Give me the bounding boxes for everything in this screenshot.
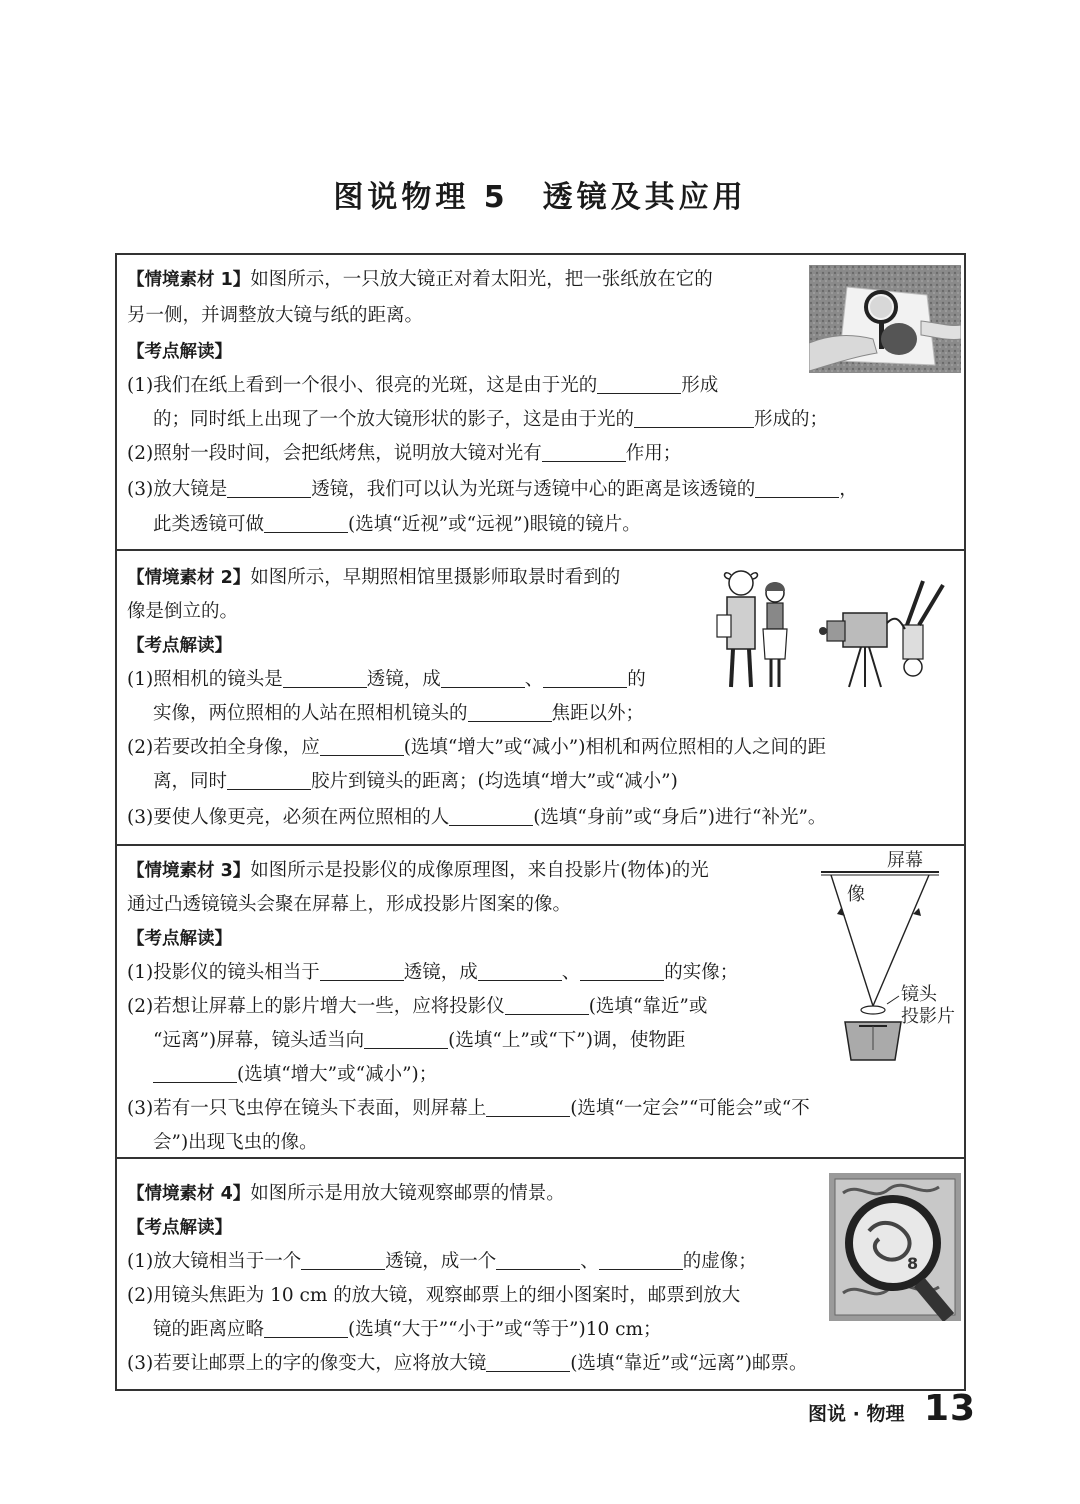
s3-q1-line — [127, 960, 738, 986]
kaodian-heading: 【考点解读】 — [127, 1218, 232, 1238]
s4-intro-line — [127, 1181, 565, 1207]
s3-intro-line-1 — [127, 858, 709, 884]
question-text: 透镜，成 — [403, 962, 478, 983]
lens-label: 镜头 — [901, 984, 937, 1005]
question-text: (选填“上”或“下”)调，使物距 — [448, 1030, 686, 1051]
question-text: (2)若想让屏幕上的影片增大一些，应将投影仪 — [127, 996, 505, 1017]
kaodian-heading: 【考点解读】 — [127, 342, 232, 362]
question-text: (选填“身前”或“身后”)进行“补光”。 — [533, 807, 827, 828]
answer-blank[interactable] — [364, 1029, 448, 1049]
s3-q2-line-3 — [153, 1062, 437, 1088]
answer-blank[interactable] — [449, 806, 533, 826]
question-text: 、 — [524, 669, 544, 690]
s2-q1-line-2 — [153, 701, 644, 727]
s4-q1-line — [127, 1249, 757, 1275]
projector-diagram — [817, 850, 963, 1066]
s1-q2-line — [127, 441, 681, 467]
section-tag: 【情境素材 2】 — [127, 568, 251, 588]
photographer-illustration — [711, 563, 961, 693]
s4-q3-line — [127, 1351, 808, 1377]
kaodian-heading: 【考点解读】 — [127, 929, 232, 949]
answer-blank[interactable] — [755, 478, 839, 498]
question-text: 的虚像； — [682, 1251, 757, 1272]
s3-q2-line-1 — [127, 994, 707, 1020]
section-2 — [117, 551, 964, 846]
question-text: “远离”)屏幕，镜头适当向 — [153, 1030, 365, 1051]
magnifier-sunlight-photo — [809, 265, 961, 373]
question-text: (1)投影仪的镜头相当于 — [127, 962, 320, 983]
answer-blank[interactable] — [478, 961, 562, 981]
answer-blank[interactable] — [320, 736, 404, 756]
question-text: (选填“近视”或“远视”)眼镜的镜片。 — [348, 514, 641, 535]
answer-blank[interactable] — [505, 995, 589, 1015]
s3-q2-line-2 — [153, 1028, 685, 1054]
section-1 — [117, 255, 964, 551]
answer-blank[interactable] — [301, 1250, 385, 1270]
intro-text: 如图所示是用放大镜观察邮票的情景。 — [250, 1183, 565, 1204]
answer-blank[interactable] — [264, 1318, 348, 1338]
s2-q2-line-2 — [153, 769, 678, 795]
question-text: 透镜，成 — [366, 669, 441, 690]
screen-label: 屏幕 — [887, 850, 923, 871]
question-text: (3)若有一只飞虫停在镜头下表面，则屏幕上 — [127, 1098, 487, 1119]
question-text: (1)放大镜相当于一个 — [127, 1251, 302, 1272]
answer-blank[interactable] — [227, 478, 311, 498]
answer-blank[interactable] — [580, 961, 664, 981]
stamp-magnifier-photo — [829, 1173, 961, 1321]
s2-intro-line-1 — [127, 565, 620, 591]
question-text: (选填“靠近”或 — [588, 996, 708, 1017]
section-4 — [117, 1159, 964, 1389]
answer-blank[interactable] — [543, 668, 627, 688]
question-text: 的；同时纸上出现了一个放大镜形状的影子，这是由于光的 — [153, 409, 635, 430]
svg-text:8: 8 — [907, 1254, 919, 1273]
section-tag: 【情境素材 1】 — [127, 270, 251, 290]
question-text: (选填“大于”“小于”或“等于”)10 cm； — [348, 1319, 662, 1340]
question-text: (选填“靠近”或“远离”)邮票。 — [570, 1353, 808, 1374]
question-text: 焦距以外； — [551, 703, 645, 724]
answer-blank[interactable] — [283, 668, 367, 688]
question-text: 实像，两位照相的人站在照相机镜头的 — [153, 703, 468, 724]
answer-blank[interactable] — [542, 442, 626, 462]
intro-text: 如图所示，早期照相馆里摄影师取景时看到的 — [250, 567, 621, 588]
s2-q2-line-1 — [127, 735, 826, 761]
question-text: (2)照射一段时间，会把纸烤焦，说明放大镜对光有 — [127, 443, 542, 464]
question-text: 镜的距离应略 — [153, 1319, 265, 1340]
s1-q3-line-1 — [127, 477, 858, 503]
answer-blank[interactable] — [153, 1063, 237, 1083]
s2-q3-line — [127, 805, 826, 831]
image-label: 像 — [847, 884, 865, 905]
question-text: (3)放大镜是 — [127, 479, 228, 500]
section-tag: 【情境素材 4】 — [127, 1184, 251, 1204]
question-text: 形成的； — [754, 409, 829, 430]
question-text: 的 — [627, 669, 646, 690]
answer-blank[interactable] — [486, 1352, 570, 1372]
s1-q1-line-2 — [153, 407, 828, 433]
question-text: (选填“一定会”“可能会”或“不 — [570, 1098, 810, 1119]
question-text: 透镜，我们可以认为光斑与透镜中心的距离是该透镜的 — [311, 479, 756, 500]
question-text: ， — [839, 479, 858, 500]
slide-label: 投影片 — [901, 1006, 955, 1027]
s4-q2-line-2 — [153, 1317, 662, 1343]
question-text: 此类透镜可做 — [153, 514, 265, 535]
s3-intro-line-2: 通过凸透镜镜头会聚在屏幕上，形成投影片图案的像。 — [127, 894, 572, 915]
answer-blank[interactable] — [486, 1097, 570, 1117]
page-number: 13 — [924, 1388, 977, 1429]
content-frame — [115, 253, 966, 1391]
answer-blank[interactable] — [264, 513, 348, 533]
s3-q3-line-2: 会”)出现飞虫的像。 — [153, 1132, 318, 1153]
question-text: (1)我们在纸上看到一个很小、很亮的光斑，这是由于光的 — [127, 375, 598, 396]
question-text: 离，同时 — [153, 771, 228, 792]
question-text: (2)若要改拍全身像，应 — [127, 737, 320, 758]
s4-q2-line-1: (2)用镜头焦距为 10 cm 的放大镜，观察邮票上的细小图案时，邮票到放大 — [127, 1285, 741, 1306]
question-text: 、 — [561, 962, 581, 983]
kaodian-heading: 【考点解读】 — [127, 636, 232, 656]
question-text: (1)照相机的镜头是 — [127, 669, 283, 690]
s2-q1-line-1 — [127, 667, 646, 693]
answer-blank[interactable] — [597, 374, 681, 394]
question-text: 的实像； — [664, 962, 739, 983]
intro-text: 如图所示，一只放大镜正对着太阳光，把一张纸放在它的 — [250, 269, 713, 290]
question-text: (选填“增大”或“减小”)相机和两位照相的人之间的距 — [403, 737, 826, 758]
question-text: 、 — [580, 1251, 599, 1272]
footer-label: 图说 · 物理 — [808, 1403, 905, 1425]
answer-blank[interactable] — [599, 1250, 683, 1270]
section-tag: 【情境素材 3】 — [127, 861, 251, 881]
question-text: 胶片到镜头的距离；(均选填“增大”或“减小”) — [311, 771, 678, 792]
question-text: 形成 — [681, 375, 719, 396]
question-text: 透镜，成一个 — [385, 1251, 497, 1272]
question-text: (选填“增大”或“减小”)； — [237, 1064, 438, 1085]
question-text: (3)若要让邮票上的字的像变大，应将放大镜 — [127, 1353, 487, 1374]
s2-intro-line-2: 像是倒立的。 — [127, 601, 239, 622]
page-title: 图说物理 5 透镜及其应用 — [333, 180, 747, 215]
s1-intro-line-1 — [127, 267, 713, 293]
section-3 — [117, 846, 964, 1159]
answer-blank[interactable] — [634, 408, 754, 428]
intro-text: 如图所示是投影仪的成像原理图，来自投影片(物体)的光 — [250, 860, 709, 881]
s1-q3-line-2 — [153, 512, 641, 538]
answer-blank[interactable] — [496, 1250, 580, 1270]
question-text: 作用； — [625, 443, 682, 464]
answer-blank[interactable] — [320, 961, 404, 981]
s1-intro-line-2: 另一侧，并调整放大镜与纸的距离。 — [127, 305, 424, 326]
s1-q1-line-1 — [127, 373, 718, 399]
answer-blank[interactable] — [227, 770, 311, 790]
answer-blank[interactable] — [468, 702, 552, 722]
question-text: (3)要使人像更亮，必须在两位照相的人 — [127, 807, 450, 828]
s3-q3-line-1 — [127, 1096, 810, 1122]
answer-blank[interactable] — [441, 668, 525, 688]
